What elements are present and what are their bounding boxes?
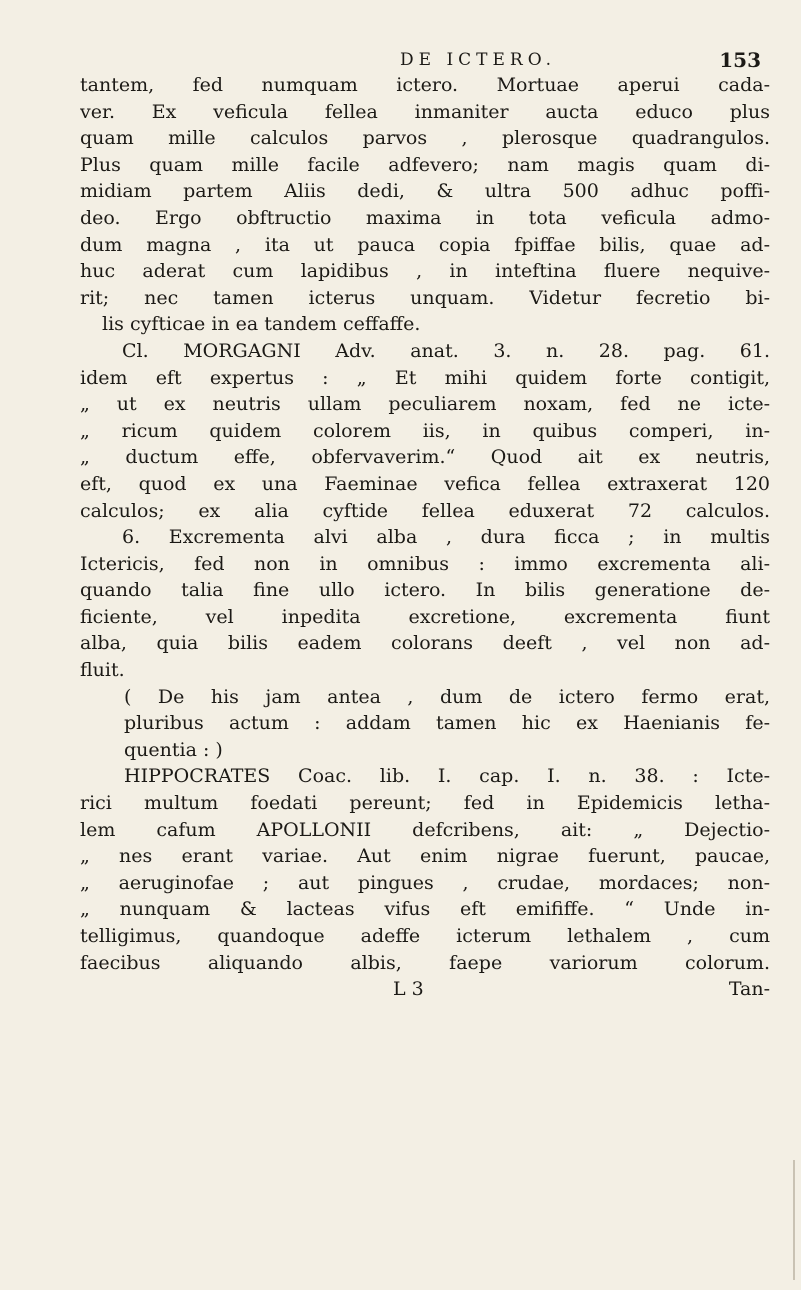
text-line: „ ut ex neutris ullam peculiarem noxam, fed ne icte- [80, 393, 770, 416]
body-text [80, 72, 770, 1002]
text-line: deo. Ergo obftructio maxima in tota veficula admo- [80, 206, 770, 229]
signature-mark: L 3 [393, 978, 424, 1001]
text-line: quentia : ) [124, 738, 223, 761]
text-line: „ nunquam & lacteas vifus eft emififfe. “ Unde in- [80, 898, 770, 921]
text-line: dum magna , ita ut pauca copia fpiffae bilis, quae ad- [80, 233, 770, 256]
text-line: pluribus actum : addam tamen hic ex Haenianis fe- [124, 712, 770, 735]
text-line: calculos; ex alia cyftide fellea eduxerat 72 calculos. [80, 499, 770, 522]
page-footer [80, 976, 770, 1002]
text-line: 6. Excrementa alvi alba , dura ficca ; in multis [122, 526, 770, 549]
running-head [80, 30, 761, 72]
text-line: fluit. [80, 659, 125, 682]
text-line: quando talia fine ullo ictero. In bilis generatione de- [80, 579, 770, 602]
text-line: „ nes erant variae. Aut enim nigrae fuerunt, paucae, [80, 845, 770, 868]
text-line: tantem, fed numquam ictero. Mortuae aperui cada- [80, 74, 770, 96]
text-line: ficiente, vel inpedita excretione, excrementa fiunt [80, 605, 770, 628]
text-line: Plus quam mille facile adfevero; nam magis quam di- [80, 153, 770, 176]
text-line: alba, quia bilis eadem colorans deeft , vel non ad- [80, 632, 770, 655]
text-line: „ aeruginofae ; aut pingues , crudae, mordaces; non- [80, 871, 770, 894]
text-line: telligimus, quandoque adeffe icterum lethalem , cum [80, 925, 770, 947]
catchword: Tan- [728, 978, 770, 1001]
text-line: Ictericis, fed non in omnibus : immo excrementa ali- [80, 552, 770, 575]
text-line: rici multum foedati pereunt; fed in Epidemicis letha- [80, 792, 770, 815]
text-line: HIPPOCRATES Coac. lib. I. cap. I. n. 38. : Icte- [124, 765, 770, 788]
text-line: eft, quod ex una Faeminae vefica fellea extraxerat 120 [80, 472, 770, 495]
page-number: 153 [719, 48, 761, 72]
text-line: midiam partem Aliis dedi, & ultra 500 adhuc poffi- [80, 180, 770, 203]
text-line: ( De his jam antea , dum de ictero fermo erat, [124, 685, 770, 708]
text-line: „ ductum effe, obfervaverim.“ Quod ait ex neutris, [80, 446, 770, 469]
text-line: „ ricum quidem colorem iis, in quibus comperi, in- [80, 419, 770, 442]
text-line: idem eft expertus : „ Et mihi quidem forte contigit, [80, 366, 770, 389]
text-line: huc aderat cum lapidibus , in inteftina fluere nequive- [80, 260, 770, 283]
text-line: lem cafum APOLLONII defcribens, ait: „ Dejectio- [80, 818, 770, 841]
text-line: rit; nec tamen icterus unquam. Videtur fecretio bi- [80, 286, 770, 309]
text-line: faecibus aliquando albis, faepe variorum colorum. [80, 951, 770, 974]
text-line: ver. Ex veficula fellea inmaniter aucta educo plus [80, 100, 770, 123]
text-line: quam mille calculos parvos , plerosque quadrangulos. [80, 127, 770, 150]
running-title: DE ICTERO. [400, 50, 557, 70]
text-line: Cl. MORGAGNI Adv. anat. 3. n. 28. pag. 61. [122, 339, 770, 362]
text-line: lis cyfticae in ea tandem ceffaffe. [102, 313, 421, 336]
page-edge-shadow [793, 1160, 795, 1280]
